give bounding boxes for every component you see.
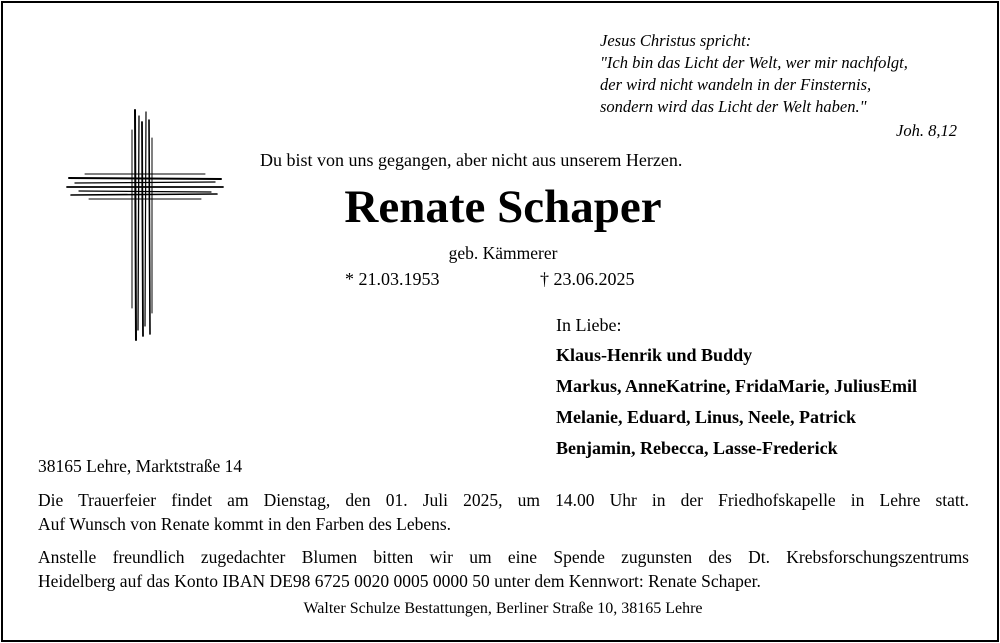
mourner-line: Benjamin, Rebecca, Lasse-Frederick xyxy=(556,438,838,458)
birth-date: * 21.03.1953 xyxy=(345,269,440,289)
mourner-line: Melanie, Eduard, Linus, Neele, Patrick xyxy=(556,407,856,427)
mourners-list xyxy=(556,340,917,464)
obituary-notice xyxy=(1,1,999,642)
intro-text: Du bist von uns gegangen, aber nicht aus unserem Herzen. xyxy=(260,150,683,170)
quote-line: sondern wird das Licht der Welt haben." xyxy=(600,97,867,116)
quote-line: Jesus Christus spricht: xyxy=(600,31,752,50)
funeral-info xyxy=(38,488,969,536)
donation-line: Heidelberg auf das Konto IBAN DE98 6725 0020 0005 0000 50 unter dem Kennwort: Renate Schaper. xyxy=(38,571,761,591)
address: 38165 Lehre, Marktstraße 14 xyxy=(38,456,243,476)
funeral-home: Walter Schulze Bestattungen, Berliner Straße 10, 38165 Lehre xyxy=(303,600,703,617)
donation-info xyxy=(38,545,969,593)
deceased-name: Renate Schaper xyxy=(344,181,662,233)
mourner-line: Markus, AnneKatrine, FridaMarie, JuliusEmil xyxy=(556,376,918,396)
maiden-name: geb. Kämmerer xyxy=(448,243,558,263)
funeral-line: Auf Wunsch von Renate kommt in den Farben des Lebens. xyxy=(38,514,452,534)
donation-line: Anstelle freundlich zugedachter Blumen bitten wir um eine Spende zugunsten des Dt. Krebsforschungszentrums xyxy=(38,547,969,567)
mourner-line: Klaus-Henrik und Buddy xyxy=(556,345,753,365)
bible-quote xyxy=(600,30,908,118)
quote-line: "Ich bin das Licht der Welt, wer mir nachfolgt, xyxy=(600,53,908,72)
quote-line: der wird nicht wandeln in der Finsternis, xyxy=(600,75,872,94)
death-date: † 23.06.2025 xyxy=(540,269,635,289)
funeral-line: Die Trauerfeier findet am Dienstag, den 01. Juli 2025, um 14.00 Uhr in der Friedhofskapelle in Lehre statt. xyxy=(38,490,969,510)
mourners-intro: In Liebe: xyxy=(556,315,622,335)
quote-reference: Joh. 8,12 xyxy=(896,121,957,140)
